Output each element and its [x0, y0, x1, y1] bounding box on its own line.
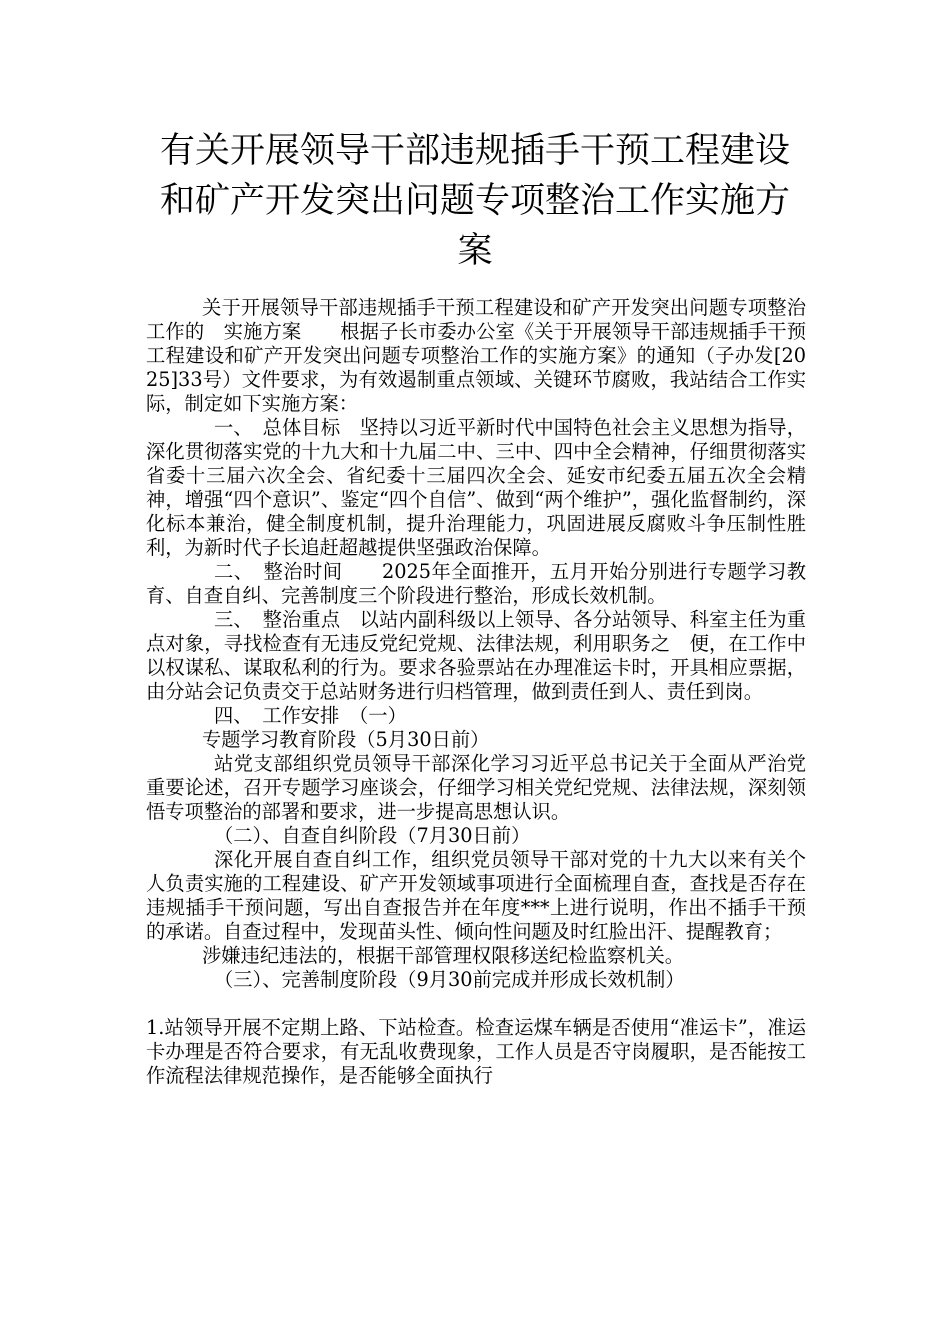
- title-line-3: 案: [457, 231, 493, 271]
- phase-2-heading: （二）、自查自纠阶段（7月30日前）: [214, 824, 531, 847]
- phase-3-heading: （三）、完善制度阶段（9月30前完成并形成长效机制）: [214, 968, 685, 991]
- title-line-2: 和矿产开发突出问题专项整治工作实施方: [159, 181, 790, 221]
- document-title: [120, 126, 830, 276]
- blank-line: [146, 992, 806, 1016]
- section-work-arrangement: 四、 工作安排 （一）: [214, 704, 407, 727]
- phase-1-heading: 专题学习教育阶段（5月30日前）: [202, 728, 490, 751]
- section-general-goal: 一、 总体目标 坚持以习近平新时代中国特色社会主义思想为指导，深化贯彻落实党的十九大和十九届二中、三中、四中全会精神，仔细贯彻落实省委十三届六次全会、省纪委十三届四次全会、延安市纪委五届五次全会精神，增强“四个意识”、鉴定“四个自信”、做到“两个维护”，强化监督制约，深化标本兼治，健全制度机制，提升治理能力，巩固进展反腐败斗争压制性胜利，为新时代子长追赶超越提供坚强政治保障。: [146, 416, 806, 559]
- intro-paragraph: 关于开展领导干部违规插手干预工程建设和矿产开发突出问题专项整治工作的 实施方案 根据子长市委办公室《关于开展领导干部违规插手干预工程建设和矿产开发突出问题专项整治工作的实施方案》的通知（子办发[2025]33号）文件要求，为有效遏制重点领域、关键环节腐败，我站结合工作实际，制定如下实施方案：: [146, 296, 806, 415]
- phase-2-paragraph-cont: 涉嫌违纪违法的，根据干部管理权限移送纪检监察机关。: [202, 944, 685, 967]
- phase-2-paragraph: 深化开展自查自纠工作，组织党员领导干部对党的十九大以来有关个人负责实施的工程建设、矿产开发领域事项进行全面梳理自查，查找是否存在违规插手干预问题，写出自查报告并在年度***上进行说明，作出不插手干预的承诺。自查过程中，发现苗头性、倾向性问题及时红脸出汗、提醒教育；: [146, 848, 806, 943]
- item-1-paragraph: 1.站领导开展不定期上路、下站检查。检查运煤车辆是否使用“准运卡”，准运卡办理是否符合要求，有无乱收费现象，工作人员是否守岗履职，是否能按工作流程法律规范操作，是否能够全面执行: [146, 1016, 806, 1087]
- section-key-points: 三、 整治重点 以站内副科级以上领导、各分站领导、科室主任为重点对象，寻找检查有无违反党纪党规、法律法规，利用职务之 便，在工作中以权谋私、谋取私利的行为。要求各验票站在办理准运卡时，开具相应票据，由分站会记负责交于总站财务进行归档管理，做到责任到人、责任到岗。: [146, 608, 806, 703]
- phase-1-paragraph: 站党支部组织党员领导干部深化学习习近平总书记关于全面从严治党重要论述，召开专题学习座谈会，仔细学习相关党纪党规、法律法规，深刻领悟专项整治的部署和要求，进一步提高思想认识。: [146, 752, 806, 823]
- document-body: [146, 296, 806, 1088]
- section-schedule: 二、 整治时间 2025年全面推开，五月开始分别进行专题学习教育、自查自纠、完善制度三个阶段进行整治，形成长效机制。: [146, 560, 806, 607]
- title-line-1: 有关开展领导干部违规插手干预工程建设: [159, 131, 790, 171]
